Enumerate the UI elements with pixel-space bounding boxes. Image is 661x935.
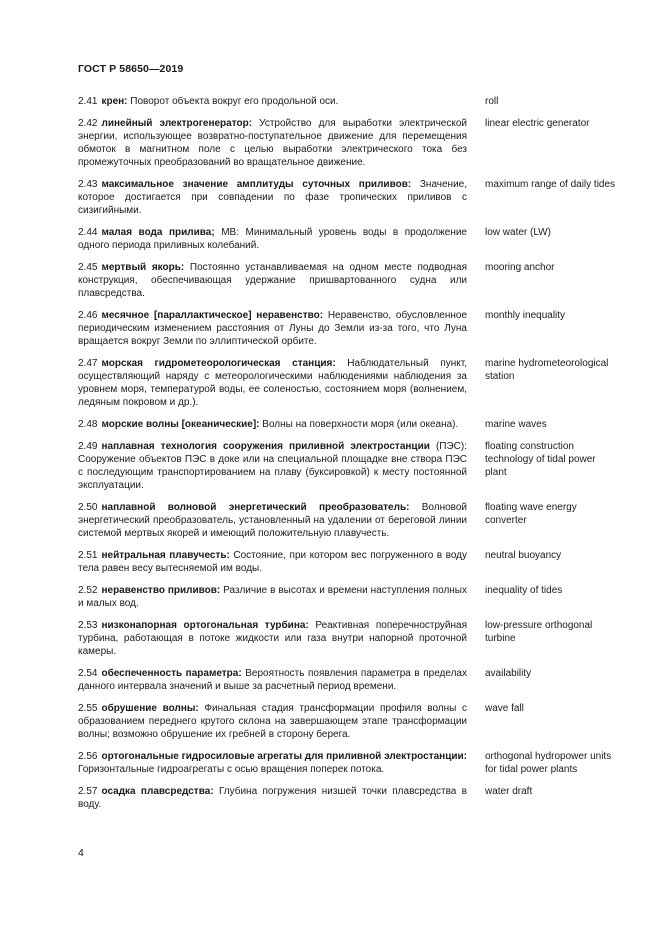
term-entry — [78, 549, 618, 575]
term-definition-ru — [78, 309, 467, 348]
term-definition-text: Состояние, при котором вес погруженного в воду тела равен весу вытесняемой им воды. — [78, 550, 467, 574]
term-definition-ru — [78, 261, 467, 300]
term-entry — [78, 501, 618, 540]
term-number: 2.42 — [78, 118, 98, 129]
term-definition-text: Наблюдательный пункт, осуществляющий наряду с метеорологическими наблюдениями наблюдения за уровнем моря, температурой воды, ее соленостью, состоянием моря (волнением, ледяным покровом и др.). — [78, 358, 467, 408]
term-english-equivalent: floating wave energy converter — [485, 502, 577, 526]
term-english-equivalent: low-pressure orthogonal turbine — [485, 620, 593, 644]
term-english-equivalent: linear electric generator — [485, 118, 590, 129]
term-english-equivalent: availability — [485, 668, 532, 679]
term-name: морская гидрометеорологическая станция: — [101, 358, 336, 369]
term-number: 2.47 — [78, 358, 98, 369]
term-definition-text: (ПЭС): Сооружение объектов ПЭС в доке или на специальной площадке вне створа ПЭС с последующим транспортированием на плаву (буксировкой) к месту постоянной эксплуатации. — [78, 441, 467, 491]
term-definition-ru — [78, 418, 467, 431]
terms-list — [78, 95, 618, 820]
term-number: 2.44 — [78, 227, 98, 238]
term-number: 2.45 — [78, 262, 98, 273]
term-definition-ru — [78, 667, 467, 693]
term-definition-text: Глубина погружения низшей точки плавсредства в воду. — [78, 786, 467, 810]
term-entry — [78, 750, 618, 776]
term-name: крен: — [101, 96, 128, 107]
term-definition-text: Неравенство, обусловленное периодическим изменением расстояния от Луны до Земли из-за того, что Луна вращается вокруг Земли по эллиптической орбите. — [78, 310, 468, 347]
term-english-equivalent: monthly inequality — [485, 310, 566, 321]
term-number: 2.48 — [78, 419, 98, 430]
term-number: 2.52 — [78, 585, 98, 596]
term-definition-ru — [78, 226, 467, 252]
term-number: 2.43 — [78, 179, 98, 190]
term-definition-ru — [78, 501, 467, 540]
term-definition-text: Поворот объекта вокруг его продольной оси. — [127, 96, 339, 107]
term-number: 2.49 — [78, 441, 98, 452]
term-entry — [78, 440, 618, 492]
term-english-equivalent: mooring anchor — [485, 262, 555, 273]
term-number: 2.55 — [78, 703, 98, 714]
term-definition-ru — [78, 549, 467, 575]
term-name: неравенство приливов: — [101, 585, 221, 596]
term-number: 2.41 — [78, 96, 98, 107]
term-definition-text: Вероятность появления параметра в пределах данного интервала значений и выше за расчетный период времени. — [78, 668, 467, 692]
term-name: ортогональные гидросиловые агрегаты для приливной электростанции: — [101, 751, 467, 762]
term-definition-text: Реактивная поперечноструйная турбина, работающая в потоке жидкости или газа внутри напорной проточной камеры. — [78, 620, 467, 657]
term-definition-ru — [78, 619, 467, 658]
term-entry — [78, 702, 618, 741]
term-name: малая вода прилива; — [101, 227, 215, 238]
term-number: 2.56 — [78, 751, 98, 762]
term-number: 2.50 — [78, 502, 98, 513]
term-definition-ru — [78, 702, 467, 741]
term-english-equivalent: roll — [485, 96, 499, 107]
term-english-equivalent: maximum range of daily tides — [485, 179, 616, 190]
term-number: 2.57 — [78, 786, 98, 797]
term-entry — [78, 667, 618, 693]
term-name: низконапорная ортогональная турбина: — [101, 620, 309, 631]
term-definition-ru — [78, 584, 467, 610]
term-entry — [78, 418, 618, 431]
term-number: 2.54 — [78, 668, 98, 679]
term-name: максимальное значение амплитуды суточных приливов: — [101, 179, 412, 190]
page-number: 4 — [78, 847, 84, 859]
term-definition-text: Значение, которое достигается при совпадении по фазе тропических приливов с сизигийными. — [78, 179, 468, 216]
term-english-equivalent: marine hydrometeorological station — [485, 358, 609, 382]
term-name: осадка плавсредства: — [101, 786, 214, 797]
term-english-equivalent: wave fall — [485, 703, 524, 714]
term-definition-text: Волны на поверхности моря (или океана). — [259, 419, 459, 430]
term-definition-text: Постоянно устанавливаемая на одном месте подводная конструкция, обеспечивающая удержание пришвартованного судна или плавсредства. — [78, 262, 467, 299]
term-definition-ru — [78, 178, 467, 217]
term-english-equivalent: water draft — [485, 786, 533, 797]
term-entry — [78, 261, 618, 300]
term-name: нейтральная плавучесть: — [101, 550, 230, 561]
term-definition-text: Устройство для выработки электрической энергии, использующее возвратно-поступательное движение для перемещения обмоток в магнитном поле с целью выработки электрического тока без промежуточных преобразований во вращательное движение. — [78, 118, 467, 168]
term-definition-ru — [78, 785, 467, 811]
term-number: 2.51 — [78, 550, 98, 561]
term-definition-text: Горизонтальные гидроагрегаты с осью вращения поперек потока. — [78, 764, 385, 775]
term-name: линейный электрогенератор: — [101, 118, 253, 129]
document-header: ГОСТ Р 58650—2019 — [78, 63, 184, 75]
term-definition-ru — [78, 440, 467, 492]
term-entry — [78, 619, 618, 658]
term-english-equivalent: neutral buoyancy — [485, 550, 562, 561]
term-english-equivalent: orthogonal hydropower units for tidal power plants — [485, 751, 612, 775]
term-name: наплавная технология сооружения приливной электростанции — [101, 441, 430, 452]
term-entry — [78, 584, 618, 610]
term-entry — [78, 95, 618, 108]
term-number: 2.53 — [78, 620, 98, 631]
term-definition-ru — [78, 357, 467, 409]
term-definition-ru — [78, 95, 467, 108]
term-entry — [78, 309, 618, 348]
term-definition-text: Различие в высотах и времени наступления полных и малых вод. — [78, 585, 467, 609]
term-entry — [78, 785, 618, 811]
term-name: месячное [параллактическое] неравенство: — [101, 310, 324, 321]
term-name: наплавной волновой энергетический преобразователь: — [101, 502, 410, 513]
term-english-equivalent: low water (LW) — [485, 227, 551, 238]
term-definition-text: Финальная стадия трансформации профиля волны с образованием переднего крутого склона на завершающем этапе трансформации волны; возможно обрушение их гребней в сторону берега. — [78, 703, 468, 740]
term-english-equivalent: inequality of tides — [485, 585, 563, 596]
term-name: обеспеченность параметра: — [101, 668, 242, 679]
term-entry — [78, 226, 618, 252]
term-definition-ru — [78, 117, 467, 169]
term-name: обрушение волны: — [101, 703, 199, 714]
term-english-equivalent: marine waves — [485, 419, 547, 430]
term-definition-text: Волновой энергетический преобразователь, установленный на удалении от береговой линии системой мертвых якорей и имеющий положительную плавучесть. — [78, 502, 468, 539]
term-name: мертвый якорь: — [101, 262, 185, 273]
term-entry — [78, 178, 618, 217]
term-entry — [78, 357, 618, 409]
term-definition-text: МВ: Минимальный уровень воды в продолжение одного периода приливных колебаний. — [78, 227, 467, 251]
term-entry — [78, 117, 618, 169]
term-english-equivalent: floating construction technology of tidal power plant — [485, 441, 596, 478]
term-number: 2.46 — [78, 310, 98, 321]
term-name: морские волны [океанические]: — [101, 419, 260, 430]
term-definition-ru — [78, 750, 467, 776]
